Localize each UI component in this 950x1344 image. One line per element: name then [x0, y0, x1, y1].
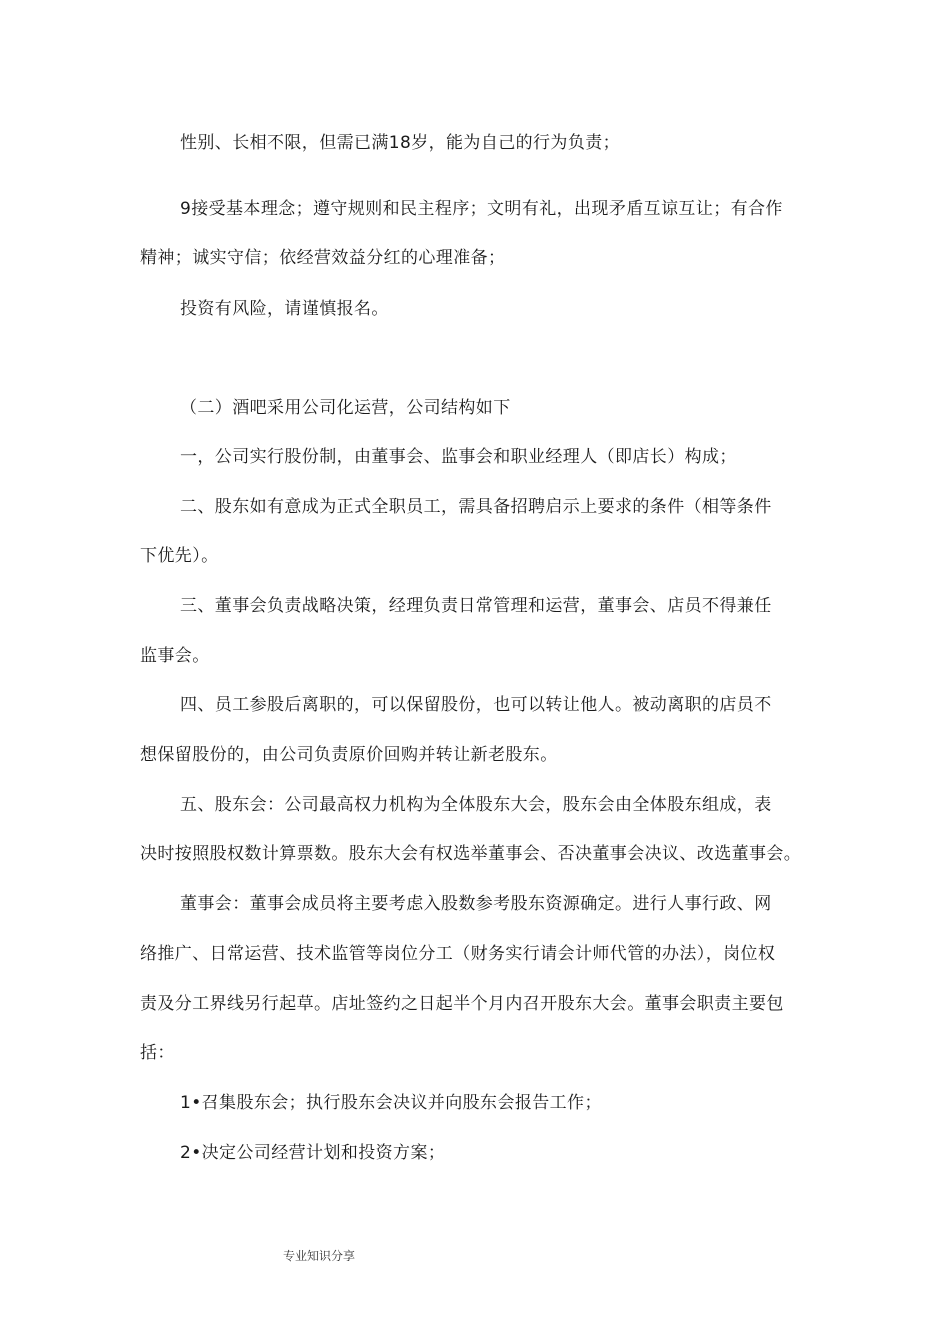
list-item: 2•决定公司经营计划和投资方案； — [180, 1143, 446, 1163]
text-line: 下优先）。 — [140, 546, 219, 566]
text-line: 董事会：董事会成员将主要考虑入股数参考股东资源确定。进行人事行政、网 — [180, 894, 772, 914]
text-line: 三、董事会负责战略决策，经理负责日常管理和运营，董事会、店员不得兼任 — [180, 596, 772, 616]
text-line: 络推广、日常运营、技术监管等岗位分工（财务实行请会计师代管的办法），岗位权 — [140, 944, 776, 964]
text-line: 9接受基本理念；遵守规则和民主程序；文明有礼，出现矛盾互谅互让；有合作 — [180, 199, 783, 219]
list-item: 1•召集股东会；执行股东会决议并向股东会报告工作； — [180, 1093, 602, 1113]
text-line: 投资有风险，请谨慎报名。 — [180, 299, 389, 319]
text-line: 责及分工界线另行起草。店址签约之日起半个月内召开股东大会。董事会职责主要包 — [140, 994, 784, 1014]
text-line: 决时按照股权数计算票数。股东大会有权选举董事会、否决董事会决议、改选董事会。 — [140, 844, 802, 864]
text-line: 精神；诚实守信；依经营效益分红的心理准备； — [140, 248, 506, 268]
page-footer: 专业知识分享 — [283, 1249, 356, 1263]
text-line: 二、股东如有意成为正式全职员工，需具备招聘启示上要求的条件（相等条件 — [180, 497, 772, 517]
text-line: 五、股东会：公司最高权力机构为全体股东大会，股东会由全体股东组成，表 — [180, 795, 772, 815]
text-line: 一，公司实行股份制，由董事会、监事会和职业经理人（即店长）构成； — [180, 447, 737, 467]
text-line: 性别、长相不限，但需已满18岁，能为自己的行为负责； — [180, 133, 621, 153]
text-line: 想保留股份的，由公司负责原价回购并转让新老股东。 — [140, 745, 558, 765]
section-heading: （二）酒吧采用公司化运营，公司结构如下 — [180, 398, 511, 418]
text-line: 括： — [140, 1043, 175, 1063]
text-line: 监事会。 — [140, 646, 210, 666]
text-line: 四、员工参股后离职的，可以保留股份，也可以转让他人。被动离职的店员不 — [180, 695, 772, 715]
